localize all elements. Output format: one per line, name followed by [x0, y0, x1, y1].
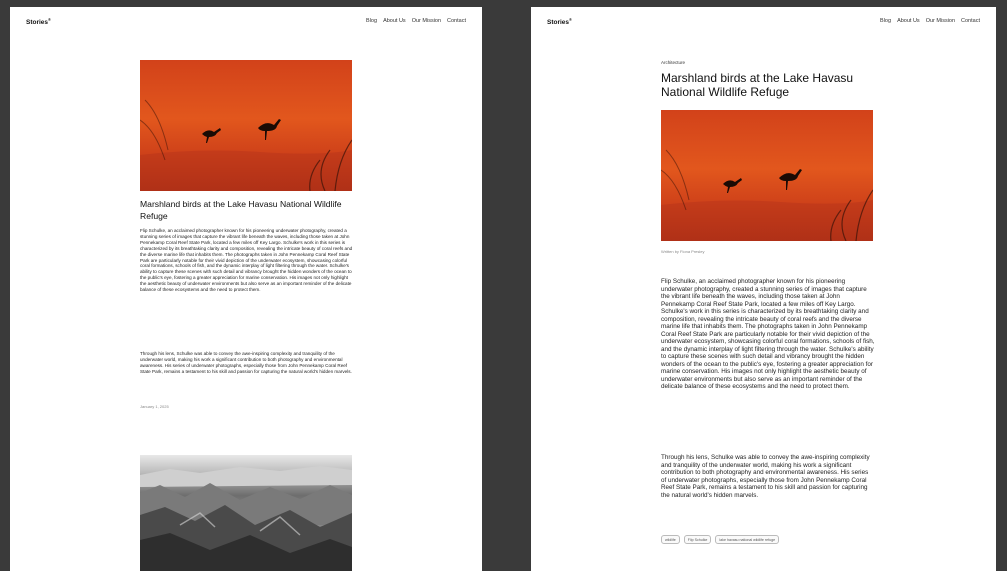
nav-item-our-mission[interactable]: Our Mission — [411, 18, 442, 24]
next-post-thumbnail-image[interactable] — [140, 455, 352, 571]
nav-menu — [366, 18, 466, 24]
tag-lake-havasu[interactable]: lake havasu national wildlife refuge — [715, 535, 779, 544]
nav-item-blog[interactable]: Blog — [880, 18, 892, 24]
blog-list-page — [10, 7, 482, 571]
brand-logo[interactable]: Stories® — [547, 17, 572, 27]
article-paragraph-1: Flip Schulke, an acclaimed photographer known for his pioneering underwater photography, created a stunning series of images that capture the vibrant life beneath the waves, including those taken at John Pennekamp Coral Reef State Park, located a few miles off Key Largo. Schulke's work in this series is characterized by its breathtaking clarity and composition, revealing the intricate beauty of coral reefs and the diverse marine life that inhabits them. The photographs taken in John Pennekamp Coral Reef State Park are particularly notable for their vivid depiction of the underwater ecosystem, showcasing colorful coral formations, schools of fish, and the dynamic interplay of light filtering through the water. Schulke's ability to capture these scenes with such detail and vibrancy brought the hidden wonders of the ocean to the public's eye, fostering a greater appreciation for marine conservation. His images not only highlight the aesthetic beauty of underwater environments but also serve as an important reminder of the delicate balance of these ecosystems and the need to protect them. — [661, 278, 875, 390]
top-nav — [547, 17, 980, 31]
nav-item-contact[interactable]: Contact — [447, 18, 466, 24]
nav-menu — [880, 18, 980, 24]
article-title: Marshland birds at the Lake Havasu National Wildlife Refuge — [661, 71, 854, 99]
tag-wildlife[interactable]: wildlife — [661, 535, 680, 544]
post-thumbnail-image[interactable] — [140, 60, 352, 191]
article-paragraph-2: Through his lens, Schulke was able to convey the awe-inspiring complexity and tranquility of the underwater world, making his work a significant contribution to both photography and environmental awareness. His series of underwater photographs, especially those from John Pennekamp Coral Reef State Park, remains a testament to his skill and passion for capturing the natural world's hidden marvels. — [661, 454, 870, 499]
article-author: Written by Fiona Presley — [661, 249, 705, 254]
nav-item-blog[interactable]: Blog — [366, 18, 378, 24]
article-hero-image — [661, 110, 873, 241]
post-date: January 1, 2025 — [140, 404, 169, 409]
brand-logo[interactable]: Stories® — [26, 17, 51, 27]
nav-item-our-mission[interactable]: Our Mission — [925, 18, 956, 24]
bird-silhouette-image — [661, 110, 873, 241]
post-excerpt-paragraph-2: Through his lens, Schulke was able to convey the awe-inspiring complexity and tranquility of the underwater world, making his work a significant contribution to both photography and environmental awareness. His series of underwater photographs, especially those from John Pennekamp Coral Reef State Park, remains a testament to his skill and passion for capturing the natural world's hidden marvels. — [140, 351, 352, 374]
top-nav — [26, 17, 466, 31]
nav-item-about-us[interactable]: About Us — [897, 18, 920, 24]
bird-silhouette-image — [140, 60, 352, 191]
post-title-link[interactable]: Marshland birds at the Lake Havasu National Wildlife Refuge — [140, 199, 342, 221]
nav-item-about-us[interactable]: About Us — [383, 18, 406, 24]
post-category[interactable]: Architecture — [661, 60, 686, 65]
article-detail-page — [531, 7, 996, 571]
article-tags — [661, 535, 779, 544]
tag-flip-schulke[interactable]: Flip Schulke — [684, 535, 712, 544]
canyon-landscape-image — [140, 455, 352, 571]
nav-item-contact[interactable]: Contact — [961, 18, 980, 24]
post-excerpt-paragraph-1: Flip Schulke, an acclaimed photographer known for his pioneering underwater photography, created a stunning series of images that capture the vibrant life beneath the waves, including those taken at John Pennekamp Coral Reef State Park, located a few miles off Key Largo. Schulke's work in this series is characterized by its breathtaking clarity and composition, revealing the intricate beauty of coral reefs and the diverse marine life that inhabits them. The photographs taken in John Pennekamp Coral Reef State Park are particularly notable for their vivid depiction of the underwater ecosystem, showcasing colorful coral formations, schools of fish, and the dynamic interplay of light filtering through the water. Schulke's ability to capture these scenes with such detail and vibrancy brought the hidden wonders of the ocean to the public's eye, fostering a greater appreciation for marine conservation. His images not only highlight the aesthetic beauty of underwater environments but also serve as an important reminder of the delicate balance of these ecosystems and the need to protect them. — [140, 228, 353, 293]
